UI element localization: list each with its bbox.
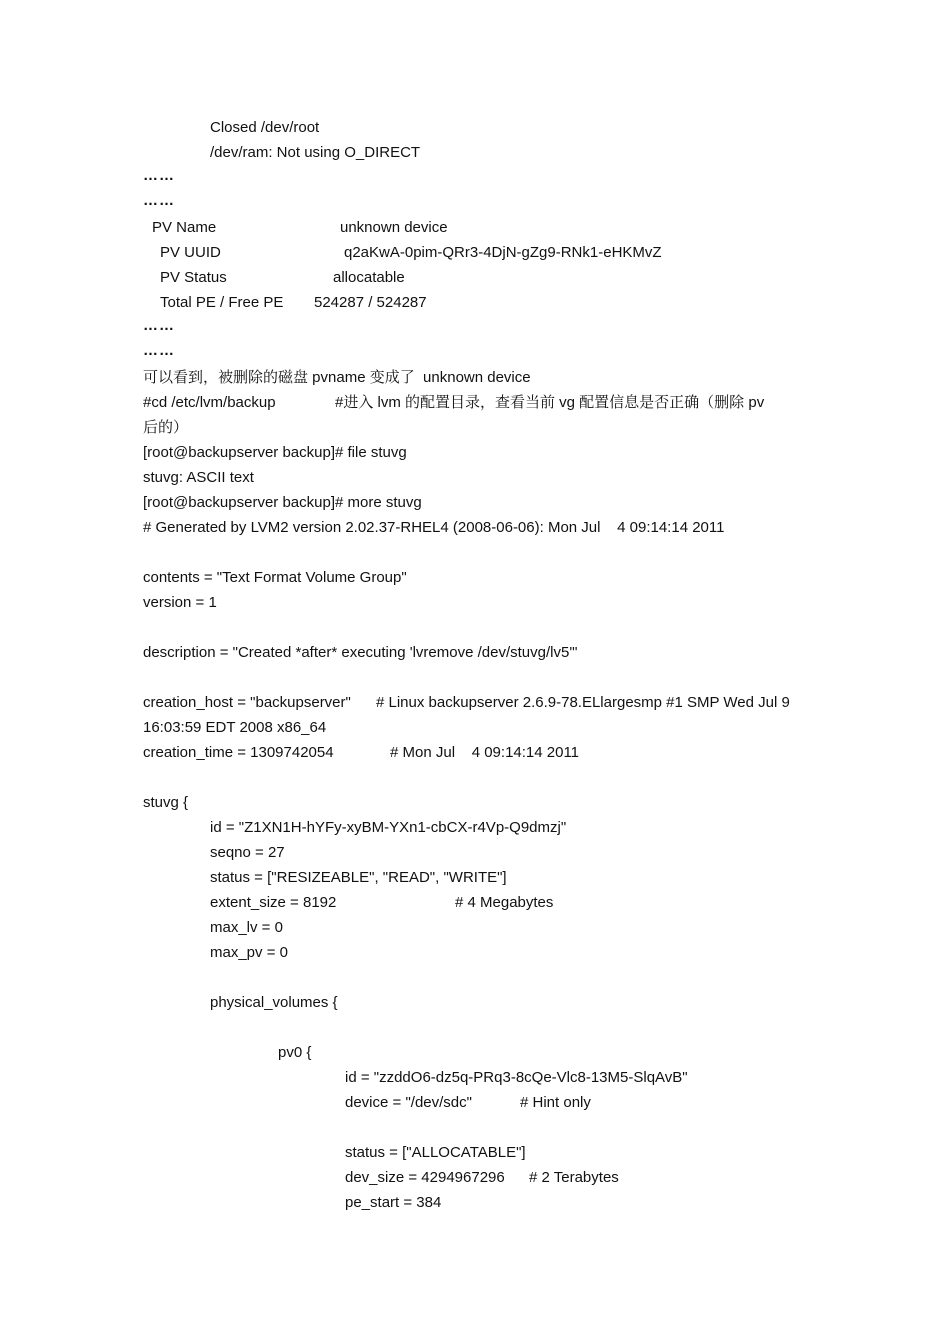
extent-size-line: extent_size = 8192 bbox=[210, 894, 337, 911]
pv0-device-comment: # Hint only bbox=[520, 1094, 591, 1111]
ellipsis-line: …… bbox=[143, 192, 175, 209]
pv-uuid-label: PV UUID bbox=[160, 244, 221, 261]
status-line: status = ["RESIZEABLE", "READ", "WRITE"] bbox=[210, 869, 507, 886]
file-command: [root@backupserver backup]# file stuvg bbox=[143, 444, 407, 461]
pv0-device-line: device = "/dev/sdc" bbox=[345, 1094, 472, 1111]
note-unknown-device: 可以看到，被删除的磁盘 pvname 变成了 unknown device bbox=[143, 369, 531, 386]
ellipsis-line: …… bbox=[143, 317, 175, 334]
contents-line: contents = "Text Format Volume Group" bbox=[143, 569, 407, 586]
generated-comment: # Generated by LVM2 version 2.02.37-RHEL4 (2008-06-06): Mon Jul 4 09:14:14 2011 bbox=[143, 519, 725, 536]
more-command: [root@backupserver backup]# more stuvg bbox=[143, 494, 422, 511]
ellipsis-line: …… bbox=[143, 167, 175, 184]
pv-status-label: PV Status bbox=[160, 269, 227, 286]
creation-time-comment: # Mon Jul 4 09:14:14 2011 bbox=[390, 744, 580, 761]
creation-host-comment: # Linux backupserver 2.6.9-78.ELlargesmp #1 SMP Wed Jul 9 bbox=[376, 694, 790, 711]
file-output: stuvg: ASCII text bbox=[143, 469, 254, 486]
cd-comment: #进入 lvm 的配置目录，查看当前 vg 配置信息是否正确（删除 pv bbox=[335, 394, 765, 411]
text-line-closed-root: Closed /dev/root bbox=[210, 119, 320, 136]
pv-uuid-value: q2aKwA-0pim-QRr3-4DjN-gZg9-RNk1-eHKMvZ bbox=[344, 244, 662, 261]
physical-volumes-open: physical_volumes { bbox=[210, 994, 338, 1011]
creation-time-line: creation_time = 1309742054 bbox=[143, 744, 334, 761]
total-pe-label: Total PE / Free PE bbox=[160, 294, 284, 311]
pv0-pe-start-line: pe_start = 384 bbox=[345, 1194, 442, 1211]
creation-host-continuation: 16:03:59 EDT 2008 x86_64 bbox=[143, 719, 327, 736]
version-line: version = 1 bbox=[143, 594, 217, 611]
pv0-block-open: pv0 { bbox=[278, 1044, 312, 1061]
max-pv-line: max_pv = 0 bbox=[210, 944, 288, 961]
cd-comment-continuation: 后的） bbox=[143, 419, 189, 436]
pv-name-value: unknown device bbox=[340, 219, 448, 236]
description-line: description = "Created *after* executing 'lvremove /dev/stuvg/lv5'" bbox=[143, 644, 578, 661]
stuvg-block-open: stuvg { bbox=[143, 794, 189, 811]
cd-command: #cd /etc/lvm/backup bbox=[143, 394, 276, 411]
max-lv-line: max_lv = 0 bbox=[210, 919, 283, 936]
text-line-ram-not-direct: /dev/ram: Not using O_DIRECT bbox=[210, 144, 421, 161]
creation-host-line: creation_host = "backupserver" bbox=[143, 694, 351, 711]
pv0-dev-size-line: dev_size = 4294967296 bbox=[345, 1169, 505, 1186]
seqno-line: seqno = 27 bbox=[210, 844, 285, 861]
pv0-id-line: id = "zzddO6-dz5q-PRq3-8cQe-Vlc8-13M5-SlqAvB" bbox=[345, 1069, 688, 1086]
ellipsis-line: …… bbox=[143, 342, 175, 359]
total-pe-value: 524287 / 524287 bbox=[314, 294, 427, 311]
pv-name-label: PV Name bbox=[152, 219, 217, 236]
extent-size-comment: # 4 Megabytes bbox=[455, 894, 554, 911]
vg-id-line: id = "Z1XN1H-hYFy-xyBM-YXn1-cbCX-r4Vp-Q9dmzj" bbox=[210, 819, 567, 836]
pv0-status-line: status = ["ALLOCATABLE"] bbox=[345, 1144, 526, 1161]
pv0-dev-size-comment: # 2 Terabytes bbox=[529, 1169, 619, 1186]
pv-status-value: allocatable bbox=[333, 269, 405, 286]
